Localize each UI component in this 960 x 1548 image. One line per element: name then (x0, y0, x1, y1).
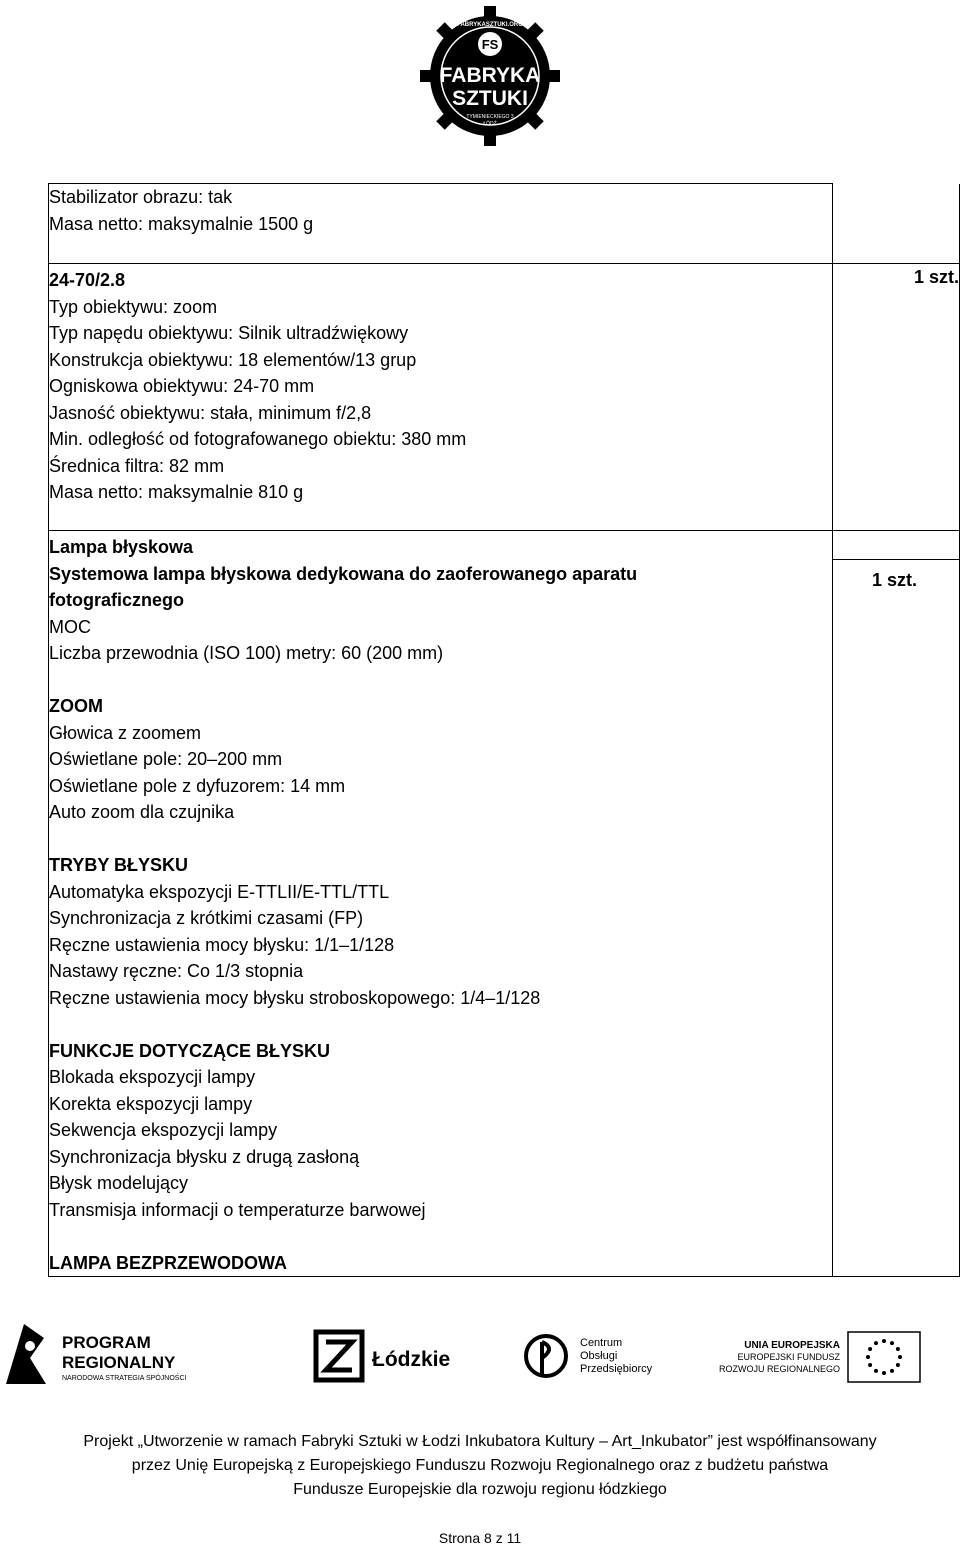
logo-address: TYMIENIECKIEGO 3 (466, 114, 514, 120)
table-row (49, 184, 960, 264)
eu-flag-icon (848, 1332, 920, 1382)
spec-line: Liczba przewodnia (ISO 100) metry: 60 (200 mm) (49, 643, 444, 663)
spec-line: Typ obiektywu: zoom (49, 296, 218, 317)
spec-line: Synchronizacja błysku z drugą zasłoną (49, 1146, 360, 1167)
spec-line: Średnica filtra: 82 mm (49, 455, 225, 476)
spec-line: Nastawy ręczne: Co 1/3 stopnia (49, 961, 304, 981)
spec-line: Masa netto: maksymalnie 1500 g (49, 213, 314, 234)
eu-star-icon (868, 1363, 872, 1367)
footer-logos (0, 1318, 960, 1390)
centrum-line2: Obsługi (580, 1350, 618, 1362)
spec-line: Ręczne ustawienia mocy błysku: 1/1–1/128 (49, 934, 395, 955)
spec-line: MOC (49, 616, 91, 637)
lodzkie-name: Łódzkie (372, 1348, 451, 1371)
spec-line: Masa netto: maksymalnie 810 g (49, 482, 304, 502)
logo-url-text: FABRYKASZTUKI.ORG (457, 22, 523, 28)
blank-line (49, 826, 832, 853)
row-quantity (833, 264, 960, 531)
table-row (49, 531, 960, 1277)
logo-sztuki: SZTUKI (452, 87, 528, 110)
eu-star-icon (882, 1371, 886, 1375)
logo-monogram: FS (481, 37, 499, 52)
eu-star-icon (898, 1355, 902, 1359)
eu-logo (719, 1332, 920, 1382)
row-description (49, 184, 833, 264)
eu-star-icon (874, 1341, 878, 1345)
logo-city: ŁÓDŹ (483, 121, 497, 127)
spec-line: Transmisja informacji o temperaturze barwowej (49, 1199, 426, 1220)
footer-line: Fundusze Europejskie dla rozwoju regionu łódzkiego (293, 1481, 667, 1498)
ue-line3: ROZWOJU REGIONALNEGO (718, 1364, 840, 1374)
logo-fabryka: FABRYKA (439, 64, 541, 87)
spec-line: Stabilizator obrazu: tak (49, 187, 233, 207)
section-heading: LAMPA BEZPRZEWODOWA (49, 1252, 287, 1273)
spec-line: Głowica z zoomem (49, 722, 202, 743)
program-regionalny-logo (6, 1324, 187, 1384)
row-quantity (833, 184, 960, 264)
quantity-label: 1 szt. (913, 267, 959, 287)
spec-line: Auto zoom dla czujnika (49, 802, 235, 822)
page-number: Strona 8 z 11 (438, 1530, 522, 1546)
row-description (49, 264, 833, 531)
region-emblem-icon (316, 1332, 362, 1380)
spec-line: Oświetlane pole z dyfuzorem: 14 mm (49, 775, 346, 796)
eu-star-icon (882, 1339, 886, 1343)
spec-line: Blokada ekspozycji lampy (49, 1067, 256, 1087)
spec-line: Błysk modelujący (49, 1173, 189, 1193)
spec-line: Korekta ekspozycji lampy (49, 1093, 253, 1114)
specification-table (48, 183, 960, 1277)
centrum-line1: Centrum (580, 1337, 623, 1349)
spec-line: Sekwencja ekspozycji lampy (49, 1120, 278, 1140)
program-line3: NARODOWA STRATEGIA SPÓJNOŚCI (62, 1375, 187, 1382)
spec-line: Jasność obiektywu: stała, minimum f/2,8 (49, 402, 372, 423)
spec-line: Synchronizacja z krótkimi czasami (FP) (49, 908, 364, 928)
centrum-line3: Przedsiębiorcy (580, 1363, 653, 1375)
section-heading: fotograficznego (49, 590, 184, 610)
spec-line: Automatyka ekspozycji E-TTLII/E-TTL/TTL (49, 881, 390, 902)
spec-line: Ogniskowa obiektywu: 24-70 mm (49, 376, 315, 396)
section-heading: Lampa błyskowa (49, 537, 194, 557)
row-quantity (833, 531, 960, 1277)
row-description (49, 531, 833, 1277)
spec-line: Ręczne ustawienia mocy błysku stroboskopowego: 1/4–1/128 (49, 987, 541, 1008)
quantity-label: 1 szt. (871, 570, 917, 590)
eu-star-icon (896, 1363, 900, 1367)
footer-line: przez Unię Europejską z Europejskiego Funduszu Rozwoju Regionalnego oraz z budżetu państwa (131, 1457, 829, 1474)
eu-star-icon (890, 1341, 894, 1345)
blank-line (49, 667, 832, 694)
ue-line1: UNIA EUROPEJSKA (744, 1340, 840, 1351)
spec-line: Konstrukcja obiektywu: 18 elementów/13 grup (49, 349, 417, 370)
section-heading: ZOOM (49, 696, 103, 716)
footer-funding-note (0, 1430, 960, 1502)
spec-line: Typ napędu obiektywu: Silnik ultradźwiękowy (49, 323, 409, 343)
blank-line (49, 1223, 832, 1250)
eu-star-icon (874, 1369, 878, 1373)
eu-star-icon (866, 1355, 870, 1359)
eu-star-icon (896, 1347, 900, 1351)
cop-icon (526, 1336, 566, 1376)
program-line2: REGIONALNY (62, 1353, 176, 1372)
section-heading: FUNKCJE DOTYCZĄCE BŁYSKU (49, 1040, 331, 1061)
eu-star-icon (890, 1369, 894, 1373)
spec-line: Min. odległość od fotografowanego obiektu: 380 mm (49, 429, 467, 449)
blank-line (49, 1011, 832, 1038)
fabryka-sztuki-logo (418, 4, 562, 148)
section-heading: TRYBY BŁYSKU (49, 855, 189, 875)
program-line1: PROGRAM (62, 1333, 151, 1352)
spec-line: Oświetlane pole: 20–200 mm (49, 749, 283, 769)
lodzkie-logo (316, 1332, 450, 1380)
centrum-obslugi-logo (526, 1336, 653, 1376)
ue-line2: EUROPEJSKI FUNDUSZ (737, 1352, 840, 1362)
star-figure-icon (6, 1324, 46, 1384)
eu-star-icon (868, 1347, 872, 1351)
section-heading: 24-70/2.8 (49, 270, 126, 290)
section-heading: Systemowa lampa błyskowa dedykowana do zaoferowanego aparatu (49, 563, 638, 584)
table-row (49, 264, 960, 531)
footer-line: Projekt „Utworzenie w ramach Fabryki Sztuki w Łodzi Inkubatora Kultury – Art_Inkubator” jest współfinansowany (83, 1433, 877, 1450)
